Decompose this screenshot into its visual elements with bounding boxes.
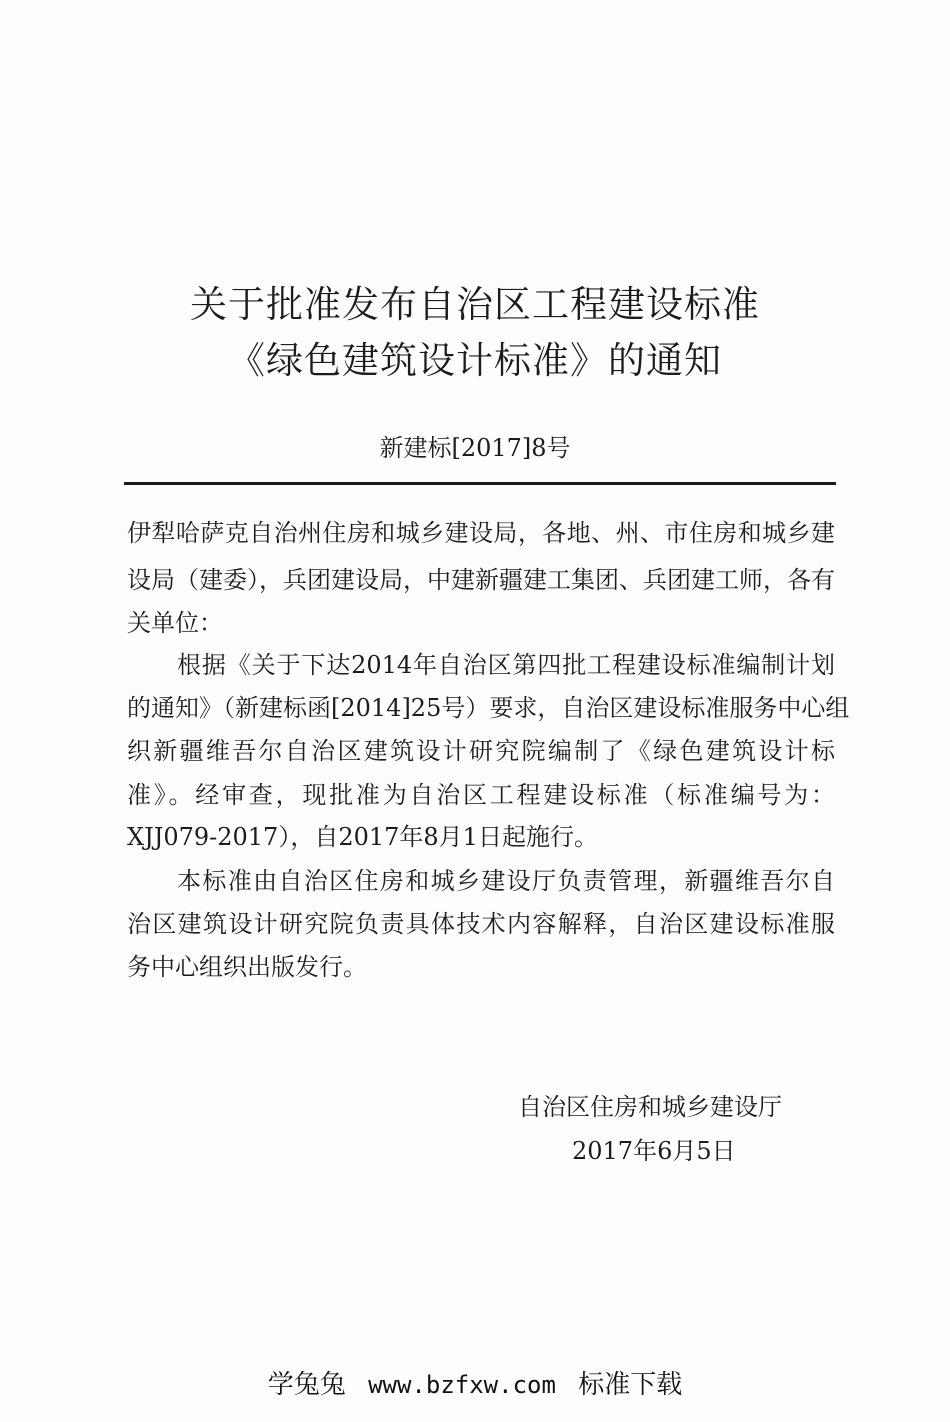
issuer-signature: 自治区住房和城乡建设厅 xyxy=(518,1093,782,1121)
footer-site-name: 学兔兔 xyxy=(267,1370,346,1400)
watermark-footer xyxy=(0,1364,950,1401)
body-line: 根据《关于下达2014年自治区第四批工程建设标准编制计划 xyxy=(177,651,835,679)
body-line: 织新疆维吾尔自治区建筑设计研究院编制了《绿色建筑设计标 xyxy=(127,737,835,765)
body-line: 准》。经审查，现批准为自治区工程建设标准（标准编号为： xyxy=(127,781,835,809)
notice-title-line-2: 《绿色建筑设计标准》的通知 xyxy=(228,339,722,382)
issue-date: 2017年6月5日 xyxy=(572,1137,736,1165)
body-line: 伊犁哈萨克自治州住房和城乡建设局，各地、州、市住房和城乡建 xyxy=(127,519,835,547)
body-line: 关单位： xyxy=(127,609,223,637)
notice-title-line-1: 关于批准发布自治区工程建设标准 xyxy=(190,283,760,326)
body-line: 的通知》（新建标函[2014]25号）要求，自治区建设标准服务中心组 xyxy=(127,694,850,722)
footer-url-link[interactable]: www.bzfxw.com xyxy=(368,1371,556,1399)
body-line: 务中心组织出版发行。 xyxy=(127,953,367,981)
body-line: 设局（建委），兵团建设局，中建新疆建工集团、兵团建工师，各有 xyxy=(127,566,835,594)
body-line: 本标准由自治区住房和城乡建设厅负责管理，新疆维吾尔自 xyxy=(177,867,835,895)
header-divider xyxy=(124,482,836,485)
document-number: 新建标[2017]8号 xyxy=(379,434,571,462)
body-line: XJJ079-2017），自2017年8月1日起施行。 xyxy=(127,823,598,851)
body-line: 治区建筑设计研究院负责具体技术内容解释，自治区建设标准服 xyxy=(127,910,835,938)
footer-slogan: 标准下载 xyxy=(578,1370,683,1400)
